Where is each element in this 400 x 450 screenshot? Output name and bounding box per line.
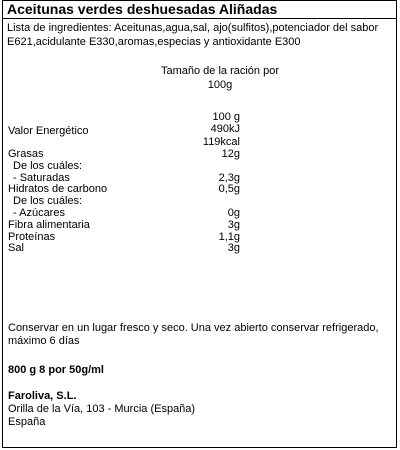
serving-size-line1: Tamaño de la ración por <box>160 65 279 77</box>
carbs-of-which-label: De los cuáles: <box>13 195 83 207</box>
sugars-value: 0g <box>227 207 240 219</box>
product-title: Aceitunas verdes deshuesadas Aliñadas <box>7 1 278 17</box>
ingredients-list: Lista de ingredientes: Aceitunas,agua,sal, ajo(sulfitos),potenciador del sabor E621,acidulante E330,aromas,especias y antioxidante E300 <box>7 22 379 48</box>
fibre-value: 3g <box>227 219 240 231</box>
salt-value: 3g <box>227 242 240 254</box>
serving-size <box>140 64 300 92</box>
energy-kj-value: 490kJ <box>210 123 240 135</box>
fat-of-which-label: De los cuáles: <box>13 160 83 172</box>
serving-size-line2: 100g <box>207 79 233 91</box>
energy-kcal-value: 119kcal <box>202 136 240 148</box>
protein-value: 1,1g <box>218 231 240 243</box>
energy-label: Valor Energético <box>8 125 89 137</box>
company-address: Orilla de la Vía, 103 - Murcia (España) <box>8 403 196 415</box>
title-divider <box>2 18 397 19</box>
carbs-label: Hidratos de carbono <box>8 183 108 195</box>
saturated-fat-value: 2,3g <box>218 172 240 184</box>
fat-value: 12g <box>221 148 240 160</box>
net-weight: 800 g 8 por 50g/ml <box>8 364 104 376</box>
salt-label: Sal <box>8 242 24 254</box>
protein-label: Proteínas <box>8 231 56 243</box>
company-country: España <box>8 416 46 428</box>
fat-label: Grasas <box>8 148 44 160</box>
fibre-label: Fibra alimentaria <box>8 219 90 231</box>
per-100g-header: 100 g <box>212 111 240 123</box>
storage-instructions: Conservar en un lugar fresco y seco. Una vez abierto conservar refrigerado, máximo 6 días <box>8 322 379 347</box>
company-name: Faroliva, S.L. <box>8 390 77 402</box>
carbs-value: 0,5g <box>218 183 240 195</box>
sugars-label: - Azúcares <box>13 207 65 219</box>
saturated-fat-label: - Saturadas <box>13 172 70 184</box>
